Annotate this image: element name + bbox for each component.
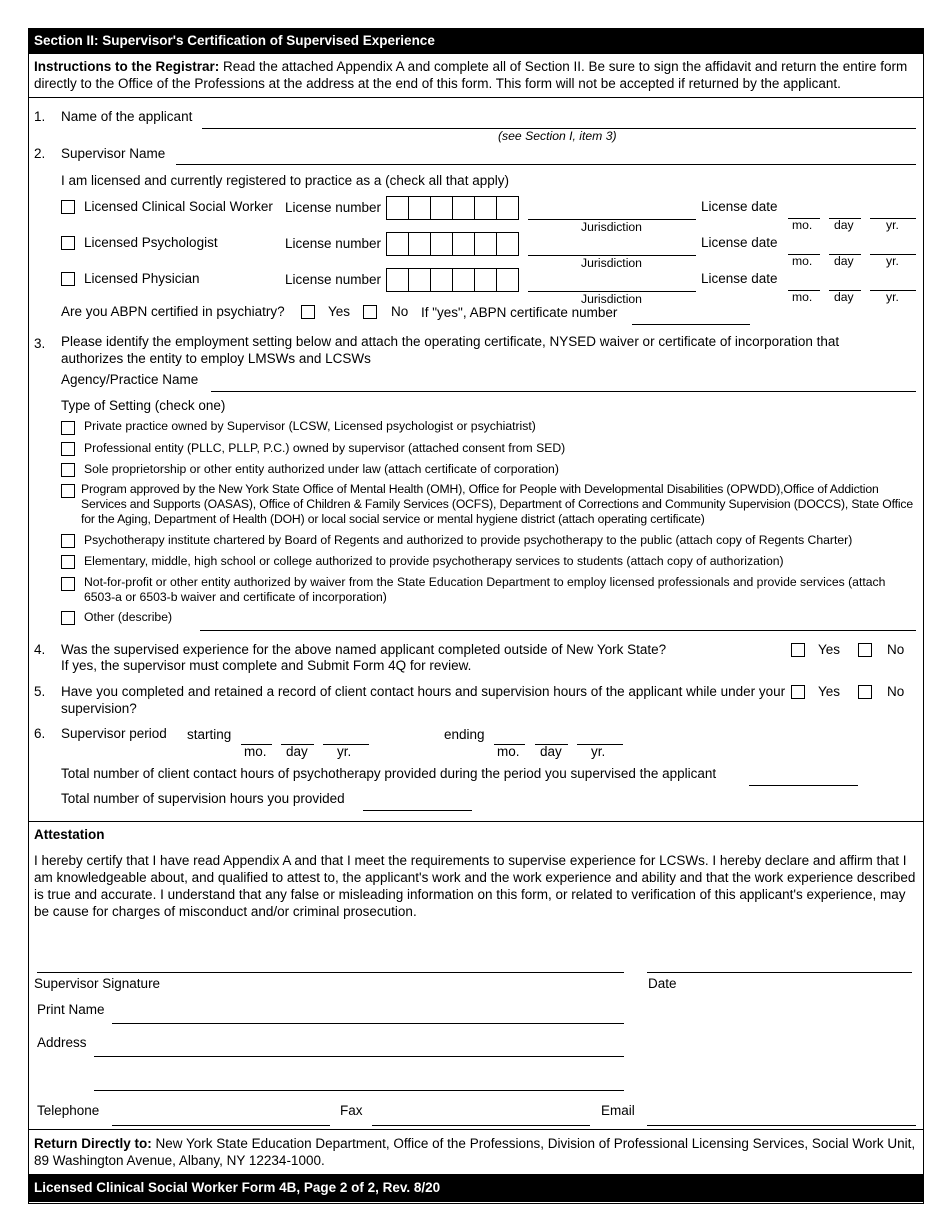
license-type-label: Licensed Clinical Social Worker [84,199,273,214]
outside-ny-yes-checkbox[interactable] [791,643,805,657]
setting-checkbox[interactable] [61,421,75,435]
date-part-label: mo. [244,744,267,759]
setting-checkbox[interactable] [61,577,75,591]
outside-ny-no-checkbox[interactable] [858,643,872,657]
fax-label: Fax [340,1103,363,1118]
section-title: Section II: Supervisor's Certification of Supervised Experience [28,28,924,54]
item-number: 6. [34,726,46,741]
signature-field[interactable] [37,972,624,973]
setting-option: Psychotherapy institute chartered by Board of Regents and authorized to provide psychotherapy to the public (attach copy of Regents Charter) [84,533,853,547]
setting-checkbox[interactable] [61,534,75,548]
abpn-no-checkbox[interactable] [363,305,377,319]
jurisdiction-label: Jurisdiction [581,256,642,270]
setting-option: Program approved by the New York State Office of Mental Health (OMH), Office for People with Developmental Disabilities (OPWDD),Office of Addiction Services and Supports (OASAS), Office of Children & Family Services (OCFS), Department of Corrections and Community Supervision (DOCCS), State Office for the Aging, Department of Health (DOH) or local social service or mental hygiene district (attach operating certificate) [81,482,913,526]
setting-checkbox[interactable] [61,442,75,456]
yes-label: Yes [328,304,351,319]
address-field-line1[interactable] [94,1056,624,1057]
outside-ny-note: If yes, the supervisor must complete and Submit Form 4Q for review. [61,658,472,673]
instructions [34,58,916,92]
telephone-label: Telephone [37,1103,100,1118]
date-part-label: mo. [792,218,813,232]
attestation-text: I hereby certify that I have read Appendix A and that I meet the requirements to supervise experience for LCSWs. I hereby declare and affirm that I am knowledgeable about, and qualified to attest to, the applicant's work and the work experience and ability and that the work experience described is true and accurate. I understand that any false or misleading information on this form, or related to verification of this applicant's experience, may be cause for charges of misconduct and/or criminal prosecution. [34,853,916,919]
date-part-label: day [286,744,308,759]
date-label: Date [648,976,677,991]
form-footer: Licensed Clinical Social Worker Form 4B, Page 2 of 2, Rev. 8/20 [28,1174,924,1202]
date-field[interactable] [647,972,912,973]
print-name-field[interactable] [112,1023,624,1024]
date-part-label: mo. [792,254,813,268]
lcsw-checkbox[interactable] [61,200,75,214]
fax-field[interactable] [372,1125,590,1126]
abpn-number-field[interactable] [632,324,750,325]
supervisor-name-field[interactable] [176,164,916,165]
instructions-label: Instructions to the Registrar: [34,59,220,74]
license-number-label: License number [285,200,382,215]
item-number: 3. [34,336,46,351]
jurisdiction-label: Jurisdiction [581,292,642,306]
license-type-label: Licensed Physician [84,271,200,286]
setting-option: Professional entity (PLLC, PLLP, P.C.) owned by supervisor (attached consent from SED) [84,441,566,455]
telephone-field[interactable] [112,1125,330,1126]
abpn-number-label: If "yes", ABPN certificate number [421,305,618,320]
setting-option: Other (describe) [84,610,173,624]
employment-setting-instructions: Please identify the employment setting below and attach the operating certificate, NYSED waiver or certificate of incorporation that authorizes the entity to employ LMSWs and LCSWs [61,334,840,366]
other-setting-field[interactable] [200,630,916,631]
records-question: Have you completed and retained a record of client contact hours and supervision hours of the applicant while under your supervision? [61,684,786,716]
yes-label: Yes [818,684,841,699]
no-label: No [391,304,409,319]
license-number-boxes[interactable] [386,268,519,292]
signature-label: Supervisor Signature [34,976,161,991]
date-part-label: yr. [886,218,899,232]
no-label: No [887,642,905,657]
license-number-boxes[interactable] [386,196,519,220]
ending-label: ending [444,727,485,742]
date-part-label: yr. [591,744,606,759]
date-part-label: yr. [337,744,352,759]
return-address [34,1135,918,1169]
no-label: No [887,684,905,699]
setting-checkbox[interactable] [61,463,75,477]
applicant-name-label: Name of the applicant [61,109,193,124]
date-part-label: day [834,254,854,268]
email-field[interactable] [647,1125,916,1126]
license-type-label: Licensed Psychologist [84,235,218,250]
license-date-label: License date [701,271,778,286]
supervisor-name-label: Supervisor Name [61,146,166,161]
attestation-title: Attestation [34,827,105,842]
address-label: Address [37,1035,87,1050]
psychologist-checkbox[interactable] [61,236,75,250]
date-part-label: day [834,290,854,304]
supervision-hours-label: Total number of supervision hours you provided [61,791,345,806]
setting-checkbox[interactable] [61,611,75,625]
contact-hours-label: Total number of client contact hours of psychotherapy provided during the period you supervised the applicant [61,766,717,781]
supervisor-period-label: Supervisor period [61,726,167,741]
divider [28,97,924,98]
supervision-hours-field[interactable] [363,810,472,811]
applicant-name-note: (see Section I, item 3) [498,129,617,143]
license-number-label: License number [285,272,382,287]
divider [28,821,924,822]
setting-option: Not-for-profit or other entity authorized by waiver from the State Education Department to employ licensed professionals and provide services (attach 6503-a or 6503-b waiver and certificate of incorporation) [84,575,886,604]
yes-label: Yes [818,642,841,657]
date-part-label: mo. [792,290,813,304]
date-part-label: yr. [886,290,899,304]
instructions-text: Read the attached Appendix A and complete all of Section II. Be sure to sign the affidavit and return the entire form directly to the Office of the Professions at the address at the end of this form. This form will not be accepted if returned by the applicant. [34,59,908,91]
return-text: New York State Education Department, Office of the Professions, Division of Professional Licensing Services, Social Work Unit, 89 Washington Avenue, Albany, NY 12234-1000. [34,1136,916,1168]
print-name-label: Print Name [37,1002,105,1017]
date-part-label: yr. [886,254,899,268]
abpn-question: Are you ABPN certified in psychiatry? [61,304,285,319]
records-yes-checkbox[interactable] [791,685,805,699]
records-no-checkbox[interactable] [858,685,872,699]
return-label: Return Directly to: [34,1136,152,1151]
physician-checkbox[interactable] [61,272,75,286]
date-part-label: mo. [497,744,520,759]
email-label: Email [601,1103,635,1118]
item-number: 1. [34,109,46,124]
license-date-label: License date [701,235,778,250]
license-number-label: License number [285,236,382,251]
abpn-yes-checkbox[interactable] [301,305,315,319]
item-number: 2. [34,146,46,161]
jurisdiction-label: Jurisdiction [581,220,642,234]
starting-label: starting [187,727,232,742]
license-date-label: License date [701,199,778,214]
date-part-label: day [540,744,562,759]
agency-name-field[interactable] [211,391,916,392]
contact-hours-field[interactable] [749,785,858,786]
setting-checkbox[interactable] [61,484,75,498]
outside-ny-question: Was the supervised experience for the above named applicant completed outside of New York State? [61,642,667,657]
setting-checkbox[interactable] [61,555,75,569]
agency-name-label: Agency/Practice Name [61,372,199,387]
address-field-line2[interactable] [94,1090,624,1091]
license-number-boxes[interactable] [386,232,519,256]
date-part-label: day [834,218,854,232]
setting-option: Elementary, middle, high school or college authorized to provide psychotherapy services to students (attach copy of authorization) [84,554,784,568]
setting-option: Private practice owned by Supervisor (LCSW, Licensed psychologist or psychiatrist) [84,419,536,433]
item-number: 5. [34,684,46,699]
divider [28,1129,924,1130]
setting-option: Sole proprietorship or other entity authorized under law (attach certificate of corporation) [84,462,559,476]
license-intro: I am licensed and currently registered to practice as a (check all that apply) [61,173,509,188]
item-number: 4. [34,642,46,657]
setting-type-label: Type of Setting (check one) [61,398,226,413]
